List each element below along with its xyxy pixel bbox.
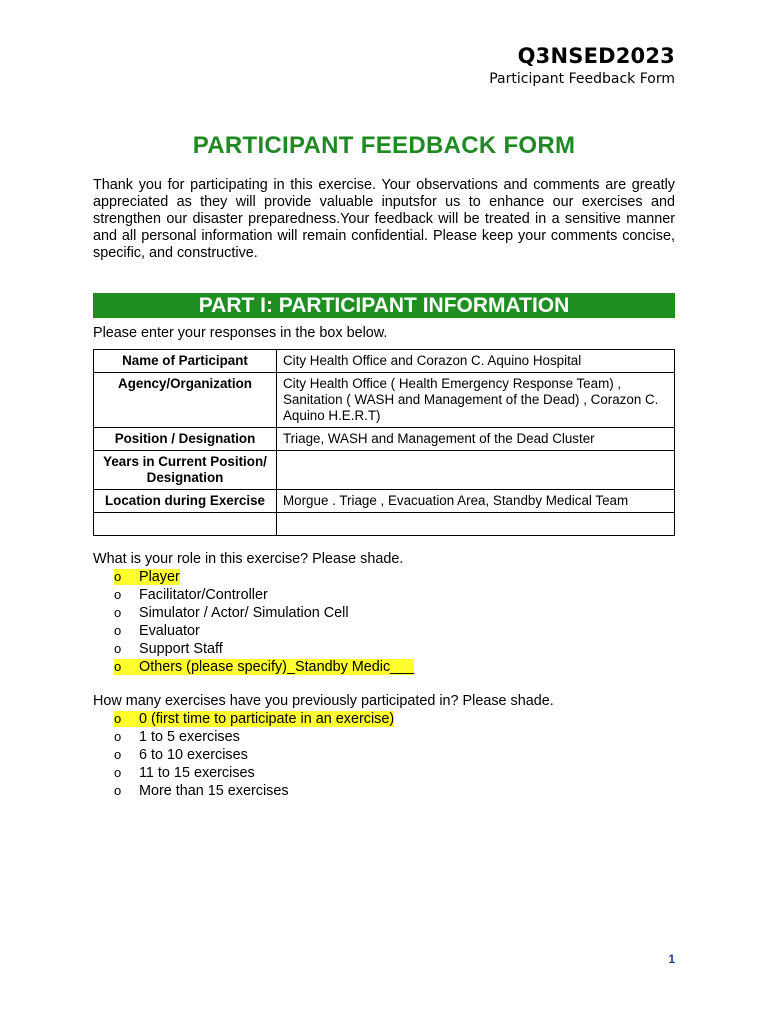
role-options-list: [114, 568, 414, 676]
row-label: Years in Current Position/ Designation: [94, 451, 277, 490]
table-row: [94, 451, 675, 490]
row-label: Agency/Organization: [94, 373, 277, 428]
role-question: What is your role in this exercise? Please shade.: [93, 551, 404, 567]
bullet-icon: o: [114, 623, 122, 638]
bullet-icon: o: [114, 783, 122, 798]
option-label: More than 15 exercises: [139, 783, 289, 799]
row-value-field[interactable]: Morgue . Triage , Evacuation Area, Standby Medical Team: [277, 490, 675, 513]
intro-paragraph: Thank you for participating in this exercise. Your observations and comments are greatly appreciated as they will provide valuable inputsfor us to enhance our exercises and strengthen our disaster preparedness.Your feedback will be treated in a sensitive manner and all personal information will remain confidential. Please keep your comments concise, specific, and constructive.: [93, 177, 675, 262]
table-row: [94, 428, 675, 451]
option-label: 0 (first time to participate in an exercise): [139, 711, 395, 727]
list-item[interactable]: [114, 728, 394, 746]
row-value-field[interactable]: City Health Office ( Health Emergency Response Team) , Sanitation ( WASH and Management of the Dead) , Corazon C. Aquino H.E.R.T): [277, 373, 675, 428]
row-label: Name of Participant: [94, 350, 277, 373]
table-row: [94, 350, 675, 373]
row-label: [94, 513, 277, 536]
bullet-icon: o: [114, 729, 122, 744]
row-value-field[interactable]: [277, 451, 675, 490]
list-item[interactable]: [114, 568, 414, 586]
option-label: Support Staff: [139, 641, 223, 657]
exercise-count-question: How many exercises have you previously participated in? Please shade.: [93, 693, 554, 709]
option-label: 1 to 5 exercises: [139, 729, 240, 745]
option-label: 6 to 10 exercises: [139, 747, 248, 763]
bullet-icon: o: [114, 587, 122, 602]
bullet-icon: o: [114, 747, 122, 762]
row-label: Location during Exercise: [94, 490, 277, 513]
option-label: Player: [139, 569, 180, 585]
list-item[interactable]: [114, 586, 414, 604]
list-item[interactable]: [114, 640, 414, 658]
header-subtitle: Participant Feedback Form: [489, 71, 675, 87]
bullet-icon: o: [114, 605, 122, 620]
list-item[interactable]: [114, 746, 394, 764]
option-label: Evaluator: [139, 623, 200, 639]
option-label: Simulator / Actor/ Simulation Cell: [139, 605, 349, 621]
option-label: 11 to 15 exercises: [139, 765, 255, 781]
list-item[interactable]: [114, 782, 394, 800]
participant-info-table: [93, 349, 675, 536]
list-item[interactable]: [114, 604, 414, 622]
row-value-field[interactable]: Triage, WASH and Management of the Dead Cluster: [277, 428, 675, 451]
row-value-field[interactable]: City Health Office and Corazon C. Aquino Hospital: [277, 350, 675, 373]
row-value-field[interactable]: [277, 513, 675, 536]
header-code: Q3NSED2023: [517, 44, 675, 68]
option-label: Others (please specify)_Standby Medic___: [139, 659, 415, 675]
exercise-count-options-list: [114, 710, 394, 800]
list-item[interactable]: [114, 710, 394, 728]
list-item[interactable]: [114, 658, 414, 676]
bullet-icon: o: [114, 569, 122, 584]
bullet-icon: o: [114, 659, 122, 674]
form-title: PARTICIPANT FEEDBACK FORM: [192, 132, 576, 159]
option-label: Facilitator/Controller: [139, 587, 268, 603]
bullet-icon: o: [114, 711, 122, 726]
part1-banner: PART I: PARTICIPANT INFORMATION: [93, 293, 675, 318]
table-row: [94, 513, 675, 536]
page-number: 1: [668, 952, 675, 966]
table-row: [94, 490, 675, 513]
part1-instruction: Please enter your responses in the box below.: [93, 325, 388, 341]
list-item[interactable]: [114, 622, 414, 640]
bullet-icon: o: [114, 641, 122, 656]
row-label: Position / Designation: [94, 428, 277, 451]
bullet-icon: o: [114, 765, 122, 780]
table-row: [94, 373, 675, 428]
list-item[interactable]: [114, 764, 394, 782]
